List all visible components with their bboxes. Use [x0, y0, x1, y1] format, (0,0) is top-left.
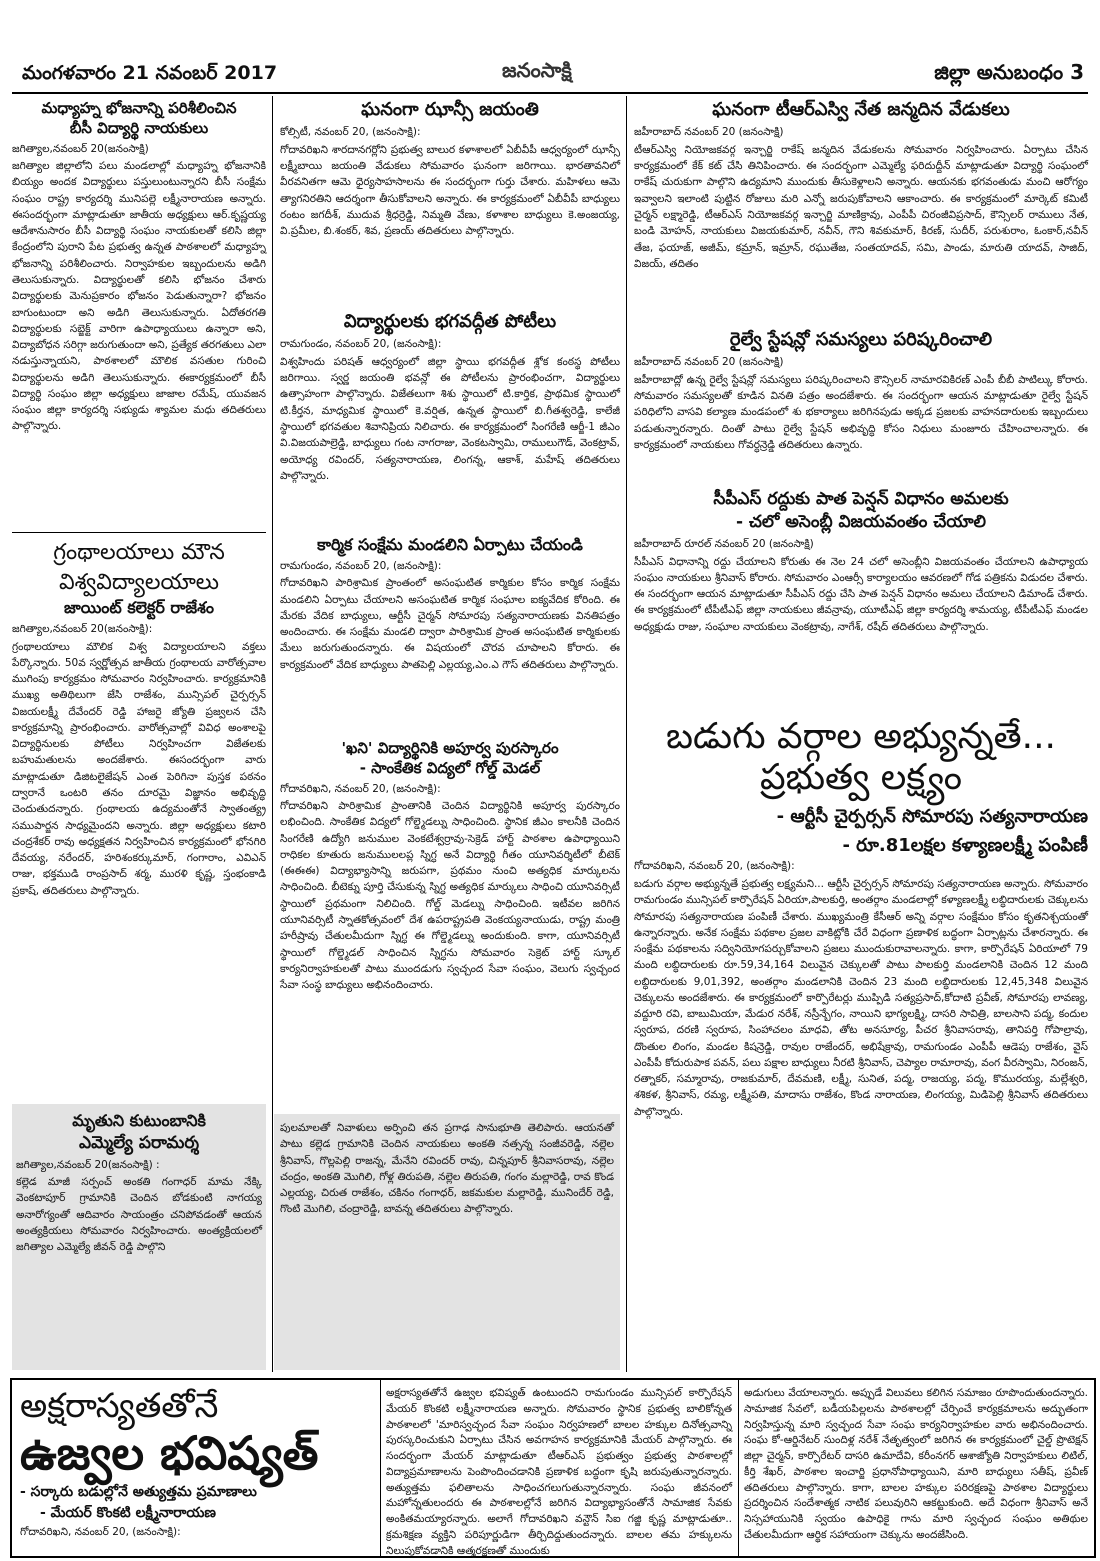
masthead-rule	[12, 92, 1088, 94]
article-dateline: గోదావరిఖని, నవంబర్ 20, (జనంసాక్షి):	[634, 860, 795, 873]
divider	[12, 532, 266, 533]
article-gold-medal	[280, 738, 620, 1110]
column-divider-2	[626, 96, 627, 1372]
section-label	[934, 60, 1084, 89]
column-1	[12, 98, 266, 1372]
article-body: సీపీఎస్ విధానాన్ని రద్దు చేయాలని కోరుతు ఈ నెల 24 చలో అసెంబ్లీని విజయవంతం చేయాలని ఉపాధ్యాయ సంఘం నాయకులు శ్రీనివాస్ కోరారు. సోమవారం ఎంఆర్సీ కార్యాలయం ఆవరణలో గోడ పత్రికను విడుదల చేశారు. ఈ సందర్భంగా ఆయన మాట్లాడుతూ సీపీఎస్ రద్దు చేసి పాత పెన్షన్ విధానం అమలు చేయాలని డిమాండ్ చేశారు. ఈ కార్యక్రమంలో టీపీటీఎఫ్ జిల్లా నాయకులు జీవన్రావు, యూటీఎఫ్ జిల్లా కార్యదర్శి శామయ్య, టీపీటీఎఫ్ మండల అధ్యక్షుడు రాజు, సంఘాల నాయకులు వెంకట్రావు, నాగేశ్, రషీద్ తదితరులు పాల్గొన్నారు.	[634, 555, 1088, 633]
article-body: బడుగు వర్గాల అభ్యున్నతే ప్రభుత్వ లక్ష్యమని... ఆర్టీసీ చైర్పర్సన్ సోమారపు సత్యనారాయణ అన్నారు. సోమవారం రామగుండం మున్సిపల్ కార్పొరేషన్ ఏరియా,పాలకుర్తి, అంతర్గాం మండలాల్లో కళ్యాణలక్ష్మీ లబ్ధిదారులకు చెక్కులను సోమారపు సత్యనారాయణ పంపిణీ చేశారు. ముఖ్యమంత్రి కేసీఆర్ అన్ని వర్గాల సంక్షేమం కోసం కృతనిశ్చయంతో ఉన్నారన్నారు. అనేక సంక్షేమ పథకాల ప్రజల వాకిట్లోకి చేరే విధంగా ప్రణాళిక బద్ధంగా ఏర్పాట్లను చేశారన్నారు. ఈ సంక్షేమ పథకాలను సద్వినియోగపర్చుకోవాలని ప్రజలు ముందుకురావాలన్నారు. కాగా, కార్పొరేషన్ ఏరియాలో 79 మంది లబ్ధిదారులకు రూ.59,34,164 విలువైన చెక్కులతో పాటు పాలకుర్తి మండలానికి చెందిన 12 మంది లబ్ధిదారులకు 9,01,392, అంతర్గాం మండలానికి చెందిన 23 మంది లబ్ధిదారులకు 12,45,348 విలువైన చెక్కులను అందజేశారు. ఈ కార్యక్రమంలో కార్పొరేటర్లు ముప్పిడి సత్యప్రసాద్,కోదాటి ప్రవీణ్, సోమారపు లావణ్య, వద్దూరి రవి, బాబుమియా, మేడుర నరేశ్, నస్రీన్బేగం, నాయిని భాగ్యలక్ష్మి, దాసరి సావిత్రి, బాలసాని పద్మ, కందుల స్వరూప, దరణి స్వరూప, సింహాచలం మాధవి, తోట అనసూర్య, పీచర శ్రీనివాసరావు, తానిపర్తి గోపాల్రావు, దొంతుల లింగం, మండల కిషన్రెడ్డి, రావుల రాజేందర్, అభిషేక్రావు, రామగుండం ఎంపీపీ ఆడెపు రాజేశం, వైస్ ఎంపీపీ కోదురుపాక పవన్, పలు పక్షాల బాధ్యులు నీరటి శ్రీనివాస్, చెప్యాల రామారావు, వంగ వీరస్వామి, నిరంజన్, రత్నాకర్, సమ్మారావు, రాజకుమార్, దేవమణి, లక్ష్మీ, సునిత, పద్మ, రాజయ్య, పద్మ, కొమురయ్య, మల్లేశ్వరి, శశికళ, శ్రీనివాస్, రమ్య, లక్ష్మీపతి, మాదాసు రాజేశం, కొండ నారాయణ, లింగయ్య, మిడిపెల్లి శ్రీనివాస్ తదితరులు పాల్గొన్నారు.	[634, 878, 1088, 1118]
article-mla-condolence	[12, 1104, 266, 1370]
column-2	[280, 98, 620, 1372]
article-headline: ఘనంగా ఝాన్సీ జయంతి	[361, 99, 539, 120]
article-headline: ఘనంగా టీఆర్ఎస్వి నేత జన్మదిన వేడుకలు	[712, 99, 1010, 120]
feature-box-literacy	[10, 1378, 1096, 1558]
article-headline: కార్మిక సంక్షేమ మండలిని ఏర్పాటు చేయండి	[317, 535, 583, 554]
article-bhagavad-gita	[280, 310, 620, 530]
article-body: టీఆర్ఎస్వి నియోజకవర్గ ఇన్చార్జి రాకేష్ జన్మదిన వేడుకలను సోమవారం నిర్వహించారు. ఏర్పాటు చేసిన కార్యక్రమంలో కేక్ కట్ చేసి తినిపించారు. ఈ సందర్భంగా ఎమ్మెల్యే ఫరిదుద్దీన్ మాట్లాడుతూ విద్యార్థి సంఘంలో రాకేష్ చురుకుగా పాల్గొని ఉద్యమాని ముందుకు తీసుకెళ్లాలని అన్నారు. ఆయనకు భగవంతుడు మంచి ఆరోగ్యం ఇవ్వాలని ఇలాంటి పుట్టిన రోజులు మరి ఎన్నో జరుపుకోవాలని ఆకాంచారు. ఈ కార్యక్రమంలో మార్కెట్ కమిటీ చైర్మన్ లక్ష్మారెడ్డి, టీఆర్ఎస్ నియోజకవర్గ ఇన్చార్జి మాణిక్రావు, ఎంపీపీ చిరంజీవిప్రసాద్, కౌన్సిలర్ రాములు నేత, బండి మోహన్, నాయకులు విజయకుమార్, నవీన్, గౌని శివకుమార్, కిరణ్, సుదీర్, పరుశురాం, ఓంకార్,నవీన్ తేజ, ఫయాజ్, అజీమ్, కమ్రాన్, ఇమ్రాన్, రఘుతేజ, సంతయాదవ్, సమి, పాండు, మారుతి యాదవ్, సాజిద్, విజయ్, తదితం	[634, 143, 1088, 270]
feature-headline: ఉజ్వల భవిష్యత్	[20, 1425, 319, 1480]
divider	[738, 1380, 739, 1556]
feature-headline: అక్షరాస్యతతోనే	[20, 1386, 219, 1426]
article-body: గోదావరిఖని శారదానగర్లోని ప్రభుత్వ బాలుర కళాశాలలో ఏబీవీపీ ఆధ్వర్యంలో ఝాన్సీ లక్ష్మీబాయి జయంతి వేడుకలు సోమవారం ఘనంగా జరిగాయి. భారతావనిలో వీరవనితగా ఆమె ధైర్యసాహసాలను ఈ సందర్భంగా గుర్తు చేశారు. మహిళలు ఆమె త్యాగనిరతిని ఆదర్శంగా తీసుకోవాలని అన్నారు. ఈ కార్యక్రమంలో ఏబీవీపీ బాధ్యులు రంటం జగదీశ్, ముదువ శ్రీధర్రెడ్డి, నిమ్మతి వేణు, కళాశాల బాధ్యులు కె.అంజయ్య, వి.ప్రమీల, బి.శంకర్, శివ, ప్రణయ్ తదితరులు పాల్గొన్నారు.	[280, 143, 620, 238]
feature-headline-block	[20, 1386, 380, 1550]
article-headline: గ్రంథాలయాలు మౌన	[53, 540, 225, 565]
article-midday-meal	[12, 98, 266, 523]
article-body: పులమాలతో నివాళులు అర్పించి తన ప్రగాఢ సానుభూతి తెలిపారు. ఆయనతో పాటు కల్లెడ గ్రామానికి చెందిన నాయకులు అంకతి నత్సన్న సంజీవరెడ్డి, నల్లెల శ్రీనివాస్, గొల్లపెల్లి రాజన్న, మేనేని రవిందర్ రావు, చిన్నపూర్ శ్రీనివాసరావు, నల్లెల చంద్రం, అంకతి మొగిలి, గోళ్ల తిరుపతి, నల్లెల తిరుపతి, గంగం మల్లారెడ్డి, రావ కొండ ఎల్లయ్య, చిరుత రాజేశం, చకినం గంగాధర్, జకమకుల మల్లారెడ్డి, మునిందేర్ రెడ్డి, గొంటి మొగిలి, చంద్రారెడ్డి, బావన్న తదితరులు పాల్గొన్నారు.	[280, 1122, 614, 1216]
article-libraries	[12, 538, 266, 1094]
feature-dateline: గోదావరిఖని, నవంబర్ 20, (జనంసాక్షి):	[20, 1525, 181, 1538]
column-3	[634, 98, 1088, 1372]
article-headline: బీసీ విద్యార్థి నాయకులు	[69, 119, 209, 138]
article-labour-welfare	[280, 534, 620, 734]
article-headline: రైల్వే స్టేషన్లో సమస్యలు పరిష్కరించాలి	[729, 329, 993, 350]
feature-subheadline: - సర్కారు బడుల్లోనే అత్యుత్తమ ప్రమాణాలు	[20, 1483, 257, 1500]
feature-body-col2	[744, 1386, 1088, 1550]
article-cps-pension	[634, 488, 1088, 708]
article-headline: విశ్వవిద్యాలయాలు	[58, 569, 220, 595]
feature-body: అడుగులు వేయాలన్నారు. అప్పుడే విలువలు కలిగిన సమాజం రూపొందుతుందన్నారు. సామాజిక సేవలో, బడీయపిల్లలను పాఠశాలల్లో చేర్పించే కార్యక్రమాలను అద్భుతంగా నిర్వహిస్తున్న మారి స్వచ్ఛంద సేవా సంఘ కార్యనిర్వాహకుల వారు అభినందించారు. సంఘ కో-ఆర్డినేటర్ సుందిళ్ల నరేశ్ నేతృత్వంలో జరిగిన ఈ కార్యక్రమంలో చైల్డ్ ప్రొటెక్షన్ జిల్లా చైర్మన్, కార్పొరేటర్ దాసరి ఉమాదేవి, కరీంనగర్ ఆశాజ్యోతి నిర్వాహకులు లిటిల్, కీర్తి శేఖర్, పాఠశాల ఇంచార్జి ప్రధానోపాధ్యాయిని, మారి బాధ్యులు సతీష్, ప్రవీణ్ తదితరులు పాల్గొన్నారు. కాగా, బాలల హక్కుల పరిరక్షణపై పాఠశాల విద్యార్థులు ప్రదర్శించిన సందేశాత్మక నాటిక పలువురిని ఆకట్టుకుంది. అదే విధంగా శ్రీనివాస్ అనే నిస్సహాయునికి స్వయం ఉపాధికై గాను మారి స్వచ్ఛంద సంఘం అతిథుల చేతులమీదుగా ఆర్థిక సహాయంగా చెక్కును అందజేసింది.	[744, 1387, 1088, 1541]
article-headline: 'ఖని' విద్యార్థినికి అపూర్వ పురస్కారం	[341, 739, 559, 757]
article-body: జహీరాబాద్లో ఉన్న రైల్వే స్టేషన్లో సమస్యలు పరిష్కరించాలని కౌన్సిలర్ నామారవికిరణ్ ఎంపీ బీబీ పాటిల్కు కోరారు. సోమవారం సమస్యలతో కూడిన వినతి పత్రం అందజేశారు. ఈ సందర్భంగా ఆయన మాట్లాడుతూ రైల్వే స్టేషన్ పరిధిలోని వాసవి కల్యాణ మండపంలో శు భకార్యాలు జరిగినపుడు అక్కడ ప్రజలకు వాహనదారులకు ఇబ్బందులు పడుతున్నారన్నారు. దింతో పాటు రైల్వే స్టేషన్ అభివృద్ధి కోసం నిధులు మంజూరు చేహించాలన్నారు. ఈ కార్యక్రమంలో నాయకులు గోవర్ధన్రెడ్డి తదితరులు ఉన్నారు.	[634, 373, 1088, 451]
article-headline: బడుగు వర్గాల అభ్యున్నతే...	[666, 716, 1056, 757]
article-body: జగిత్యాల జిల్లాలోని పలు మండలాల్లో మధ్యాహ్న భోజనానికి బియ్యం అందక విద్యార్థులు పస్తులుంటున్నారని బీసీ సంక్షేమ సంఘం రాష్ట్ర కార్యదర్శి మునిపల్లె లక్ష్మీనారాయణ అన్నారు. ఈసందర్భంగా మాట్లాడుతూ జాతీయ అధ్యక్షులు ఆర్.కృష్ణయ్య ఆదేశానుసారం బీసీ విద్యార్థి సంఘం నాయకులతో కలిసి జిల్లా కేంద్రంలోని పురాని పేట ప్రభుత్వ ఉన్నత పాఠశాలలో మధ్యాహ్న భోజనాన్ని పరిశీలించారు. నిర్వాహకుల ఇబ్బందులను అడిగి తెలుసుకున్నారు. విద్యార్థులతో కలిసి భోజనం చేశారు విద్యార్థులకు మెనుప్రకారం భోజనం పెడుతున్నారా? భోజనం బాగుంటుందా అని అడిగి తెలుసుకున్నారు. ఏదోతరగతి విద్యార్థులకు సబ్జెక్ట్ వారిగా ఉపాధ్యాయులు ఉన్నారా అని, విద్యాబోధన సరిగ్గా జరుగుతుందా అని, ప్రత్యేక తరగతులు ఎలా నడుస్తున్నాయని, పాఠశాలలో మౌలిక వసతుల గురించి విద్యార్థులను అడిగి తెలుసుకున్నారు. ఈకార్యక్రమంలో బీసీ విద్యార్థి సంఘం జిల్లా అధ్యక్షులు జాజాల రమేష్, యువజన సంఘం జిల్లా కార్యదర్శి సభ్యుడు శ్యామల మధు తదితరులు పాల్గొన్నారు.	[12, 160, 266, 433]
article-railway-station	[634, 328, 1088, 483]
article-jhansi-jayanti	[280, 98, 620, 300]
article-dateline: కోల్సిటీ, నవంబర్ 20, (జనంసాక్షి):	[280, 126, 421, 139]
article-headline: విద్యార్థులకు భగవద్గీత పోటీలు	[343, 311, 557, 332]
feature-subheadline: - మేయర్ కొంకటి లక్ష్మీనారాయణ	[40, 1504, 216, 1521]
issue-date: మంగళవారం 21 నవంబర్ 2017	[22, 62, 278, 84]
article-dateline: జహీరాబాద్ నవంబర్ 20 (జనంసాక్షి)	[634, 126, 784, 139]
article-headline: సీపీఎస్ రద్దుకు పాత పెన్షన్ విధానం అమలకు	[713, 489, 1009, 509]
article-body: కల్లెడ మాజీ సర్పంచ్ అంకతి గంగాధర్ మామ నేక్కి వెంకటాపూర్ గ్రామానికి చెందిన బోడకుంటి నాగయ్య అనారోగ్యంతో ఆదివారం సాయంత్రం చనిపోవడంతో ఆయన అంత్యక్రియలు సోమవారం నిర్వహించారు. అంత్యక్రియలలో జగిత్యాల ఎమ్మెల్యే జీవన్ రెడ్డి పాల్గొని	[16, 1176, 262, 1254]
article-body: విశ్వహిందు పరిషత్ ఆధ్వర్యంలో జిల్లా స్థాయి భగవద్గీత శ్లోక కంఠస్థ పోటీలు జరిగాయి. స్వర్ణ జయంతి భవన్లో ఈ పోటీలను ప్రారంభించగా, విద్యార్థులు ఉత్సాహంగా పాల్గొన్నారు. విజేతలుగా శిశు స్థాయిలో టి.కార్తిక, ప్రాథమిక స్థాయిలో టి.కీర్తన, మాధ్యమిక స్థాయిలో కె.వర్షిత, ఉన్నత స్థాయిలో బి.గీతశ్వరెడ్డి, కాలేజీ స్థాయిలో భగవతుల శివానిప్రియ నిలిచారు. ఈ కార్యక్రమంలో సింగరేణి ఆర్జీ-1 జీఎం వి.విజయపాల్రెడ్డి, బాధ్యులు గంట నాగరాజు, వెంకటస్వామి, రాములుగౌడ్, వెంకట్రావ్, అయోధ్య రవిందర్, సత్యనారాయణ, లింగన్న, ఆకాశ్, మహేష్ తదితరులు పాల్గొన్నారు.	[280, 355, 620, 482]
article-backward-classes	[634, 716, 1088, 1370]
article-subheadline: - ఆర్టీసీ చైర్పర్సన్ సోమారపు సత్యనారాయణ	[776, 805, 1088, 827]
article-body: గోదావరిఖని పారిశ్రామిక ప్రాంతానికి చెందిన విద్యార్థినికి అపూర్వ పురస్కారం లభించింది. సాంకేతిక విద్యలో గోల్డ్మెడల్ను సాధించింది. స్థానిక జీఎం కాలనీకి చెందిన సింగరేణి ఉద్యోగి జనుముల వెంకటేశ్వర్రావు-సెక్రెడ్ హార్ట్ పాఠశాల ఉపాధ్యాయిని రాధికల కూతురు జనుములలప్ల స్నిగ్ధ అనే విద్యార్థి గీతం యూనివర్శిటీలో బీటెక్ (ఈఈఈ) విద్యాభ్యాసాన్ని జరుపగా, ప్రథమం నుంచి అత్యధిక మార్కులను సాధించింది. బీటెక్ను పూర్తి చేసుకున్న స్నిగ్ధ అత్యధిక మార్కులు సాధించి యూనివర్సిటీ స్థాయిలో ప్రథమంగా నిలిచింది. గోల్డ్ మెడల్ను సాధించింది. ఇటీవల జరిగిన యూనివర్సిటీ స్నాతకోత్సవంలో దేశ ఉపరాష్ట్రపతి వెంకయ్యనాయుడు, రాష్ట్ర మంత్రి హరీష్రావు చేతులమీదుగా స్నిగ్ధ ఈ గోల్డ్మెడల్ను అందుకుంది. కాగా, యూనివర్సిటీ స్థాయిలో గోల్డ్మెడల్ సాధించిన స్నిగ్ధను సోమవారం సెక్రెట్ హార్ట్ స్కూల్ కార్యనిర్వాహకులతో పాటు ముందడుగు స్వచ్చంద సేవా సంఘం, వెలుగు స్వచ్చంద సేవా సంస్థ బాధ్యులు అభినందించారు.	[280, 800, 620, 992]
page-number: 3	[1070, 60, 1084, 84]
divider	[380, 1380, 381, 1556]
article-dateline: రామగుండం, నవంబర్ 20, (జనంసాక్షి):	[280, 338, 442, 351]
article-trsv-birthday	[634, 98, 1088, 320]
feature-body: అక్షరాస్యతతోనే ఉజ్వల భవిష్యత్ ఉంటుందని రామగుండం మున్సిపల్ కార్పొరేషన్ మేయర్ కొంకటి లక్ష్మీనారాయణ అన్నారు. సోమవారం స్థానిక ప్రభుత్వ బాలికోన్నత పాఠశాలలో 'మారిస్వచ్ఛంద సేవా సంఘం నిర్వహణలో బాలల హక్కుల దినోత్సవాన్ని పురస్కరించుకుని ఏర్పాటు చేసిన అవగాహన కార్యక్రమానికి మేయర్ పాల్గొన్నారు. ఈ సందర్భంగా మేయర్ మాట్లాడుతూ టీఆర్ఎస్ ప్రభుత్వం ప్రభుత్వ పాఠశాలల్లో విద్యాప్రమాణాలను పెంపొందించడానికి ప్రణాళిక బద్ధంగా కృషి జరుపుతున్నారన్నారు. అత్యుత్తమ ఫలితాలను సాధించగలుగుతున్నారన్నారు. సంఘ జీవనంలో మహోన్నతులందరు ఈ పాఠశాలల్లోనే జరిగిన విద్యాభ్యాసంతోనే సామాజిక సేవకు అంకితమయ్యారన్నారు. అలాగే గోదావరిఖని వన్టౌన్ సిఐ గజ్జి కృష్ణ మాట్లాడుతూ.. క్రమశిక్షణ వ్యక్తిని పరిపూర్ణుడిగా తీర్చిదిద్దుతుందన్నారు. బాలల తమ హక్కులను నిలుపుకోవడానికి ఆత్మరక్షణతో ముందుకు	[386, 1387, 732, 1557]
column-divider-1	[272, 96, 273, 1372]
article-headline: మధ్యాహ్న భోజనాన్ని పరిశీలించిన	[41, 99, 237, 117]
masthead	[10, 56, 1090, 92]
article-subheadline: - చలో అసెంబ్లీ విజయవంతం చేయాలి	[735, 511, 987, 532]
article-headline: మృతుని కుటుంబానికి	[72, 1111, 206, 1130]
article-dateline: జహీరాబాద్ నవంబర్ 20 (జనంసాక్షి)	[634, 356, 784, 369]
newspaper-logo: జనంసాక్షి	[502, 58, 572, 82]
article-body: గోదావరిఖని పారిశ్రామిక ప్రాంతంలో అసంఘటిత కార్మికుల కోసం కార్మిక సంక్షేమ మండలిని ఏర్పాటు చేయాలని అసంఘటిత కార్మిక సంఘాల ఐక్యవేదిక కోరింది. ఈ మేరకు వేదిక బాధ్యులు, ఆర్టీసీ చైర్మన్ సోమారపు సత్యనారాయణకు వినతిపత్రం అందించారు. ఈ సంక్షేమ మండలి ద్వారా పారిశ్రామిక ప్రాంత అసంఘటిత కార్మికులకు మేలు జరుగుతుందన్నారు. ఈ విషయంలో చొరవ చూపాలని కోరారు. ఈ కార్యక్రమంలో వేదిక బాధ్యులు పాతపెల్లి ఎల్లయ్య,ఎం.ఎ గౌస్ తదితరులు పాల్గొన్నారు.	[280, 577, 620, 671]
article-dateline: రామగుండం, నవంబర్ 20, (జనంసాక్షి):	[280, 559, 442, 572]
article-dateline: జగిత్యాల,నవంబర్ 20(జనంసాక్షి):	[12, 622, 153, 635]
article-dateline: జహీరాబాద్ రూరల్ నవంబర్ 20 (జనంసాక్షి)	[634, 537, 814, 550]
article-dateline: జగిత్యాల,నవంబర్ 20(జనంసాక్షి)	[12, 142, 149, 155]
article-dateline: జగిత్యాల,నవంబర్ 20(జనంసాక్షి) :	[16, 1158, 160, 1171]
feature-body-col1	[386, 1386, 732, 1557]
article-headline: ప్రభుత్వ లక్ష్యం	[759, 757, 963, 799]
article-subheadline: - సాంకేతిక విద్యలో గోల్డ్ మెడల్	[359, 759, 541, 778]
article-subheadline: - రూ.81లక్షల కళ్యాణలక్ష్మీ పంపిణీ	[842, 834, 1088, 856]
article-headline: ఎమ్మెల్యే పరామర్శ	[79, 1132, 199, 1153]
section-name: జిల్లా అనుబంధం	[934, 60, 1064, 84]
article-continued-condolence	[274, 1114, 620, 1370]
article-subheadline: జాయింట్ కలెక్టర్ రాజేశం	[63, 598, 215, 618]
article-dateline: గోదావరిఖని, నవంబర్ 20, (జనంసాక్షి):	[280, 782, 441, 795]
article-body: గ్రంథాలయాలు మౌలిక విశ్వ విద్యాలయాలని వక్తలు పేర్కొన్నారు. 50వ స్వర్ణోత్సవ జాతీయ గ్రంథాలయ వారోత్సవాల ముగింపు కార్యక్రమం సోమవారం నిర్వహించారు. కార్యక్రమానికి ముఖ్య అతిథిలుగా జేసి రాజేశం, మున్సిపల్ చైర్పర్సన్ విజయలక్ష్మీ దేవేందర్ రెడ్డి హాజరై జ్యోతి ప్రజ్వలన చేసి కార్యక్రమాన్ని ప్రారంభించారు. వారోత్సవాల్లో వివిధ అంశాలపై విద్యార్థినులకు పోటీలు నిర్వహించగా విజేతలకు బహుమతులను అందజేశారు. ఈసందర్భంగా వారు మాట్లాడుతూ డిజిటలైజేషన్ ఎంత పెరిగినా పుస్తక పఠనం ద్వారానే ఒంటరి తనం దూరమై విజ్ఞానం అభివృద్ధి చెందుతుదన్నారు. గ్రంథాలయ ఉద్యమంతోనే స్వాతంత్య్ర సముపార్జన సాధ్యమైందని అన్నారు. జిల్లా అధ్యక్షులు కటారి చంద్రశేకర్ రావు అధ్యక్షతన నిర్వహించిన కార్యక్రమంలో భోనగిరి దేవయ్య, నరేందర్, హరిశంకర్కుమార్, గంగారాం, ఎవిఎన్ రాజు, భక్తముడి రాంప్రసాద్ శర్మ, మురళి కృష్ణ, స్తంభంకాడి ప్రకాష్, తదితరులు పాల్గొన్నారు.	[12, 640, 266, 897]
